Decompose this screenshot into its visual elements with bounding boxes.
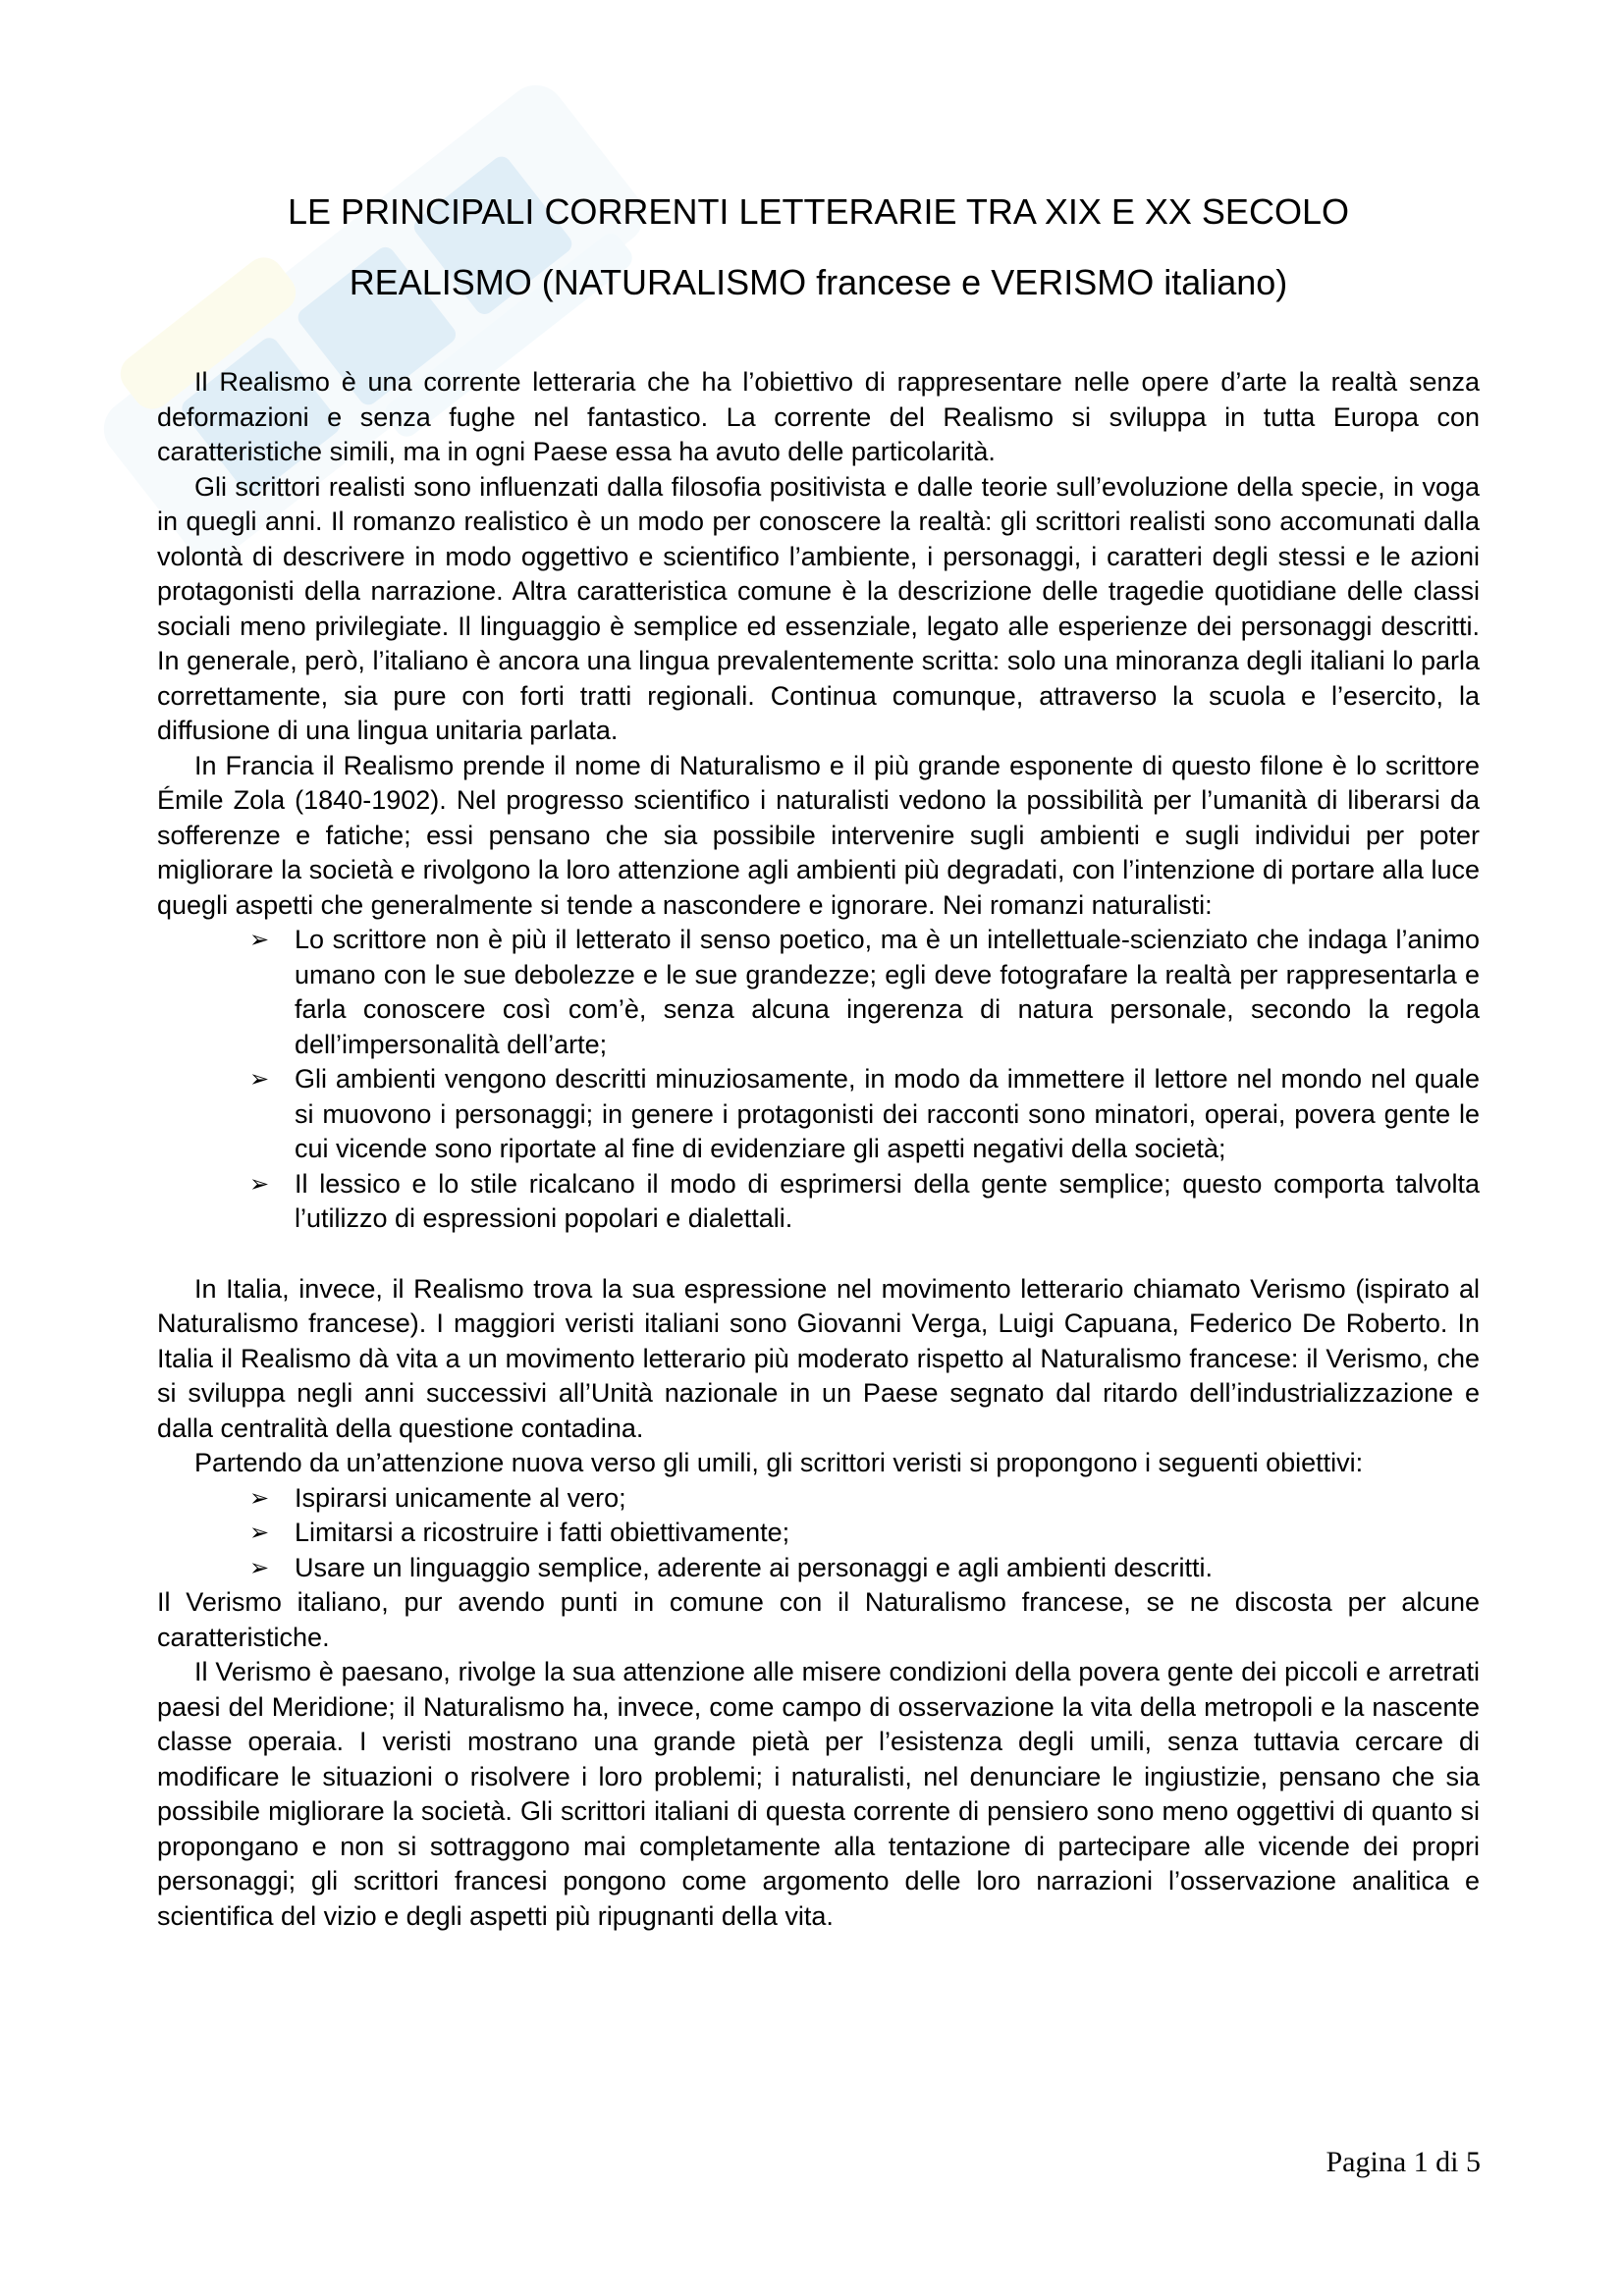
arrow-bullet-icon: ➢	[249, 1520, 270, 1546]
list-item-text: Il lessico e lo stile ricalcano il modo di esprimersi della gente semplice; questo comporta talvolta l’utilizzo di espressioni popolari e dialettali.	[295, 1168, 1480, 1233]
list-item	[249, 1062, 1480, 1167]
list-item	[249, 1167, 1480, 1237]
arrow-bullet-icon: ➢	[249, 927, 270, 953]
paragraph: Partendo da un’attenzione nuova verso gli umili, gli scrittori veristi si propongono i seguenti obiettivi:	[194, 1448, 1364, 1477]
list-item	[249, 1481, 1480, 1517]
arrow-bullet-icon: ➢	[249, 1170, 270, 1198]
arrow-bullet-icon: ➢	[249, 1484, 270, 1512]
arrow-bullet-icon: ➢	[249, 1066, 270, 1093]
spacer	[157, 1237, 1480, 1272]
document-body	[157, 187, 1480, 1934]
page-number: Pagina 1 di 5	[1325, 2146, 1481, 2178]
document-subtitle: REALISMO (NATURALISMO francese e VERISMO italiano)	[349, 262, 1288, 302]
list-item-text: Lo scrittore non è più il letterato il senso poetico, ma è un intellettuale-scienziato che indaga l’animo umano con le sue debolezze e le sue grandezze; egli deve fotografare la realtà per rappresentarla e farla conoscere così com’è, senza alcuna ingerenza di natura personale, secondo la regola dell’impersonalità dell’arte;	[295, 925, 1480, 1059]
list-item	[249, 1551, 1480, 1586]
arrow-bullet-icon: ➢	[249, 1554, 270, 1581]
list-item	[249, 1516, 1480, 1551]
list-item-text: Usare un linguaggio semplice, aderente ai personaggi e agli ambienti descritti.	[295, 1552, 1214, 1582]
list-item-text: Gli ambienti vengono descritti minuziosamente, in modo da immettere il lettore nel mondo nel quale si muovono i personaggi; in genere i protagonisti dei racconti sono minatori, operai, povera gente le cui vicende sono riportate al fine di evidenziare gli aspetti negativi della società;	[295, 1064, 1480, 1163]
paragraph: Il Verismo italiano, pur avendo punti in comune con il Naturalismo francese, se ne discosta per alcune caratteristiche.	[157, 1587, 1480, 1652]
verism-bullet-list	[157, 1481, 1480, 1586]
document-title: LE PRINCIPALI CORRENTI LETTERARIE TRA XIX E XX SECOLO	[288, 191, 1349, 232]
list-item-text: Limitarsi a ricostruire i fatti obiettivamente;	[295, 1518, 790, 1547]
paragraph: In Italia, invece, il Realismo trova la sua espressione nel movimento letterario chiamato Verismo (ispirato al Naturalismo francese). I maggiori veristi italiani sono Giovanni Verga, Luigi Capuana, Federico De Roberto. In Italia il Realismo dà vita a un movimento letterario più moderato rispetto al Naturalismo francese: il Verismo, che si sviluppa negli anni successivi all’Unità nazionale in un Paese segnato dal ritardo dell’industrializzazione e dalla centralità della questione contadina.	[157, 1273, 1480, 1443]
paragraph: Gli scrittori realisti sono influenzati dalla filosofia positivista e dalle teorie sull’evoluzione della specie, in voga in quegli anni. Il romanzo realistico è un modo per conoscere la realtà: gli scrittori realisti sono accomunati dalla volontà di descrivere in modo oggettivo e scientifico l’ambiente, i personaggi, i caratteri degli stessi e le azioni protagonisti della narrazione. Altra caratteristica comune è la descrizione delle tragedie quotidiane delle classi sociali meno privilegiate. Il linguaggio è semplice ed essenziale, legato alle esperienze dei personaggi descritti. In generale, però, l’italiano è ancora una lingua prevalentemente scritta: solo una minoranza degli italiani lo parla correttamente, sia pure con forti tratti regionali. Continua comunque, attraverso la scuola e l’esercito, la diffusione di una lingua unitaria parlata.	[157, 471, 1480, 745]
list-item-text: Ispirarsi unicamente al vero;	[295, 1482, 626, 1513]
naturalism-bullet-list	[157, 923, 1480, 1237]
list-item	[249, 923, 1480, 1062]
paragraph: Il Realismo è una corrente letteraria che ha l’obiettivo di rappresentare nelle opere d’arte la realtà senza deformazioni e senza fughe nel fantastico. La corrente del Realismo si sviluppa in tutta Europa con caratteristiche simili, ma in ogni Paese essa ha avuto delle particolarità.	[157, 367, 1480, 466]
paragraph: In Francia il Realismo prende il nome di Naturalismo e il più grande esponente di questo filone è lo scrittore Émile Zola (1840-1902). Nel progresso scientifico i naturalisti vedono la possibilità per l’umanità di liberarsi da sofferenze e fatiche; essi pensano che sia possibile intervenire sugli ambienti e sugli individui per poter migliorare la società e rivolgono la loro attenzione agli ambienti più degradati, con l’intenzione di portare alla luce quegli aspetti che generalmente si tende a nascondere e ignorare. Nei romanzi naturalisti:	[157, 750, 1480, 920]
paragraph: Il Verismo è paesano, rivolge la sua attenzione alle misere condizioni della povera gente dei piccoli e arretrati paesi del Meridione; il Naturalismo ha, invece, come campo di osservazione la vita della metropoli e la nascente classe operaia. I veristi mostrano una grande pietà per l’esistenza degli umili, senza tuttavia cercare di modificare le situazioni o risolvere i loro problemi; i naturalisti, nel denunciare le ingiustizie, pensano che sia possibile migliorare la società. Gli scrittori italiani di questa corrente di pensiero sono meno oggettivi di quanto si propongano e non si sottraggono mai completamente alla tentazione di partecipare alle vicende dei propri personaggi; gli scrittori francesi pongono come argomento delle loro narrazioni l’osservazione analitica e scientifica del vizio e degli aspetti più ripugnanti della vita.	[157, 1657, 1480, 1931]
